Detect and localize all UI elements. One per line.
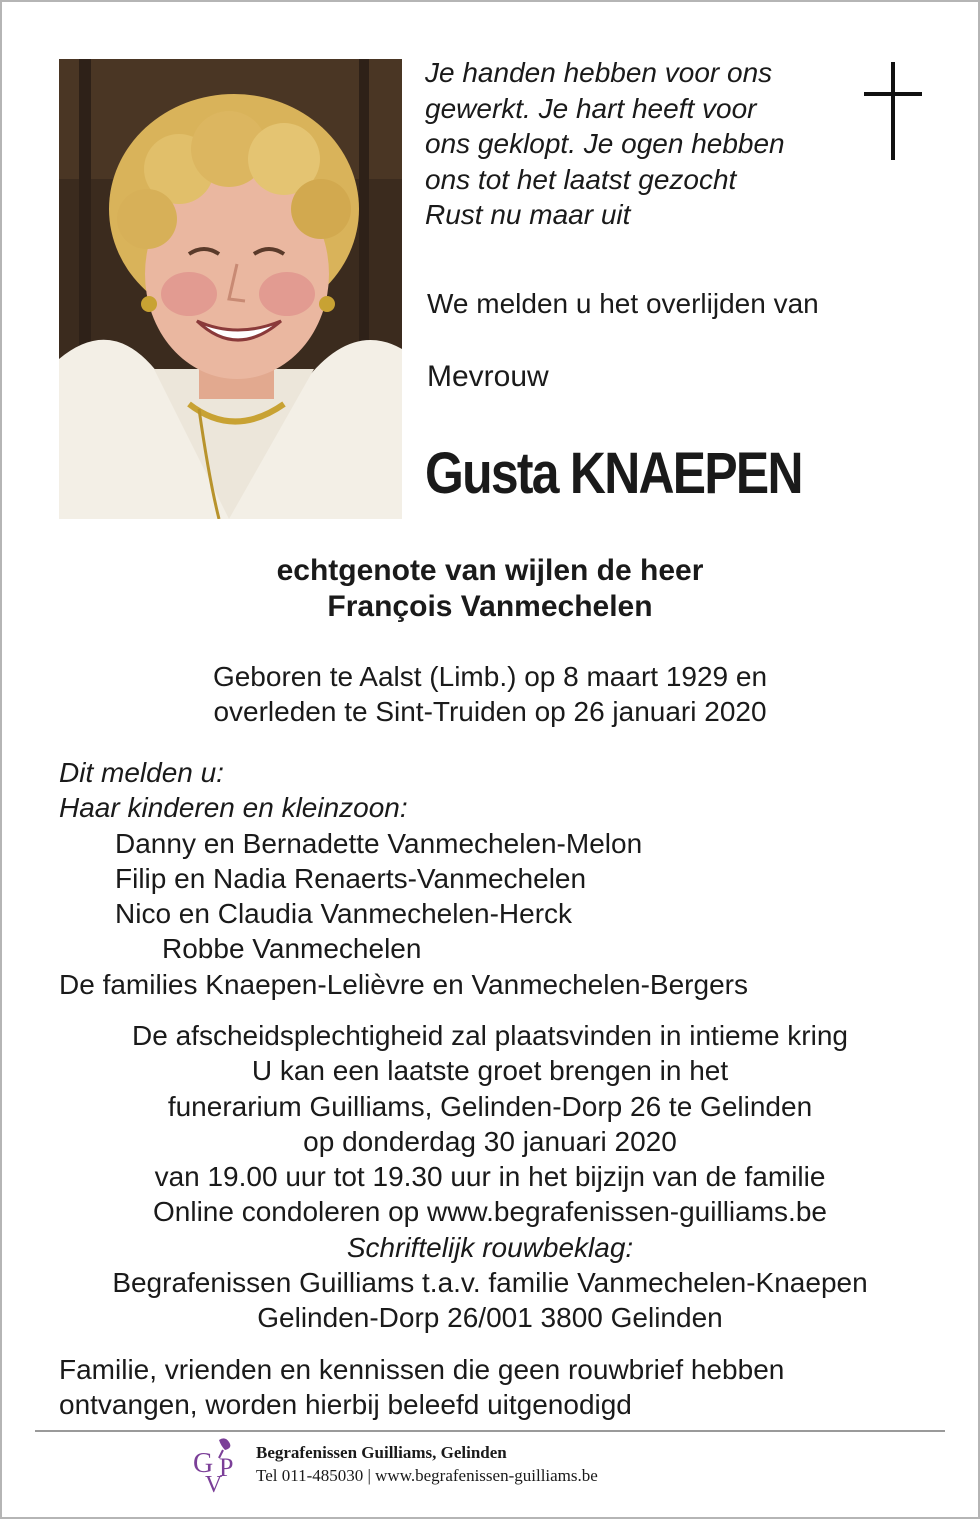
svg-text:G: G	[193, 1448, 214, 1479]
memorial-poem: Je handen hebben voor ons gewerkt. Je hart heeft voor ons geklopt. Je ogen hebben ons tot het laatst gezocht Rust nu maar uit	[425, 57, 785, 230]
online-condolence: Online condoleren op www.begrafenissen-guilliams.be	[153, 1196, 827, 1228]
family-member: Danny en Bernadette Vanmechelen-Melon	[115, 827, 643, 859]
closing-line: Familie, vrienden en kennissen die geen rouwbrief hebben	[59, 1354, 785, 1385]
deceased-name: Gusta KNAEPEN	[425, 441, 802, 506]
svg-text:P: P	[219, 1453, 234, 1482]
announcement-text: We melden u het overlijden van	[427, 288, 819, 319]
svg-text:V: V	[205, 1472, 223, 1494]
ceremony-line: funerarium Guilliams, Gelinden-Dorp 26 te Gelinden	[167, 1090, 813, 1122]
funeral-home-name: Begrafenissen Guilliams, Gelinden	[256, 1443, 507, 1462]
children-heading: Haar kinderen en kleinzoon:	[59, 792, 408, 824]
life-dates	[0, 659, 980, 729]
family-intro: Dit melden u:	[59, 757, 224, 788]
closing-line: ontvangen, worden hierbij beleefd uitgenodigd	[59, 1389, 632, 1421]
ceremony-line: U kan een laatste groet brengen in het	[251, 1055, 729, 1087]
ceremony-line: De afscheidsplechtigheid zal plaatsvinden in intieme kring	[132, 1020, 848, 1051]
spouse-name: François Vanmechelen	[327, 590, 653, 623]
honorific: Mevrouw	[427, 360, 549, 393]
spouse-line: echtgenote van wijlen de heer	[276, 554, 704, 587]
address-line: Gelinden-Dorp 26/001 3800 Gelinden	[257, 1302, 723, 1334]
condolence-heading: Schriftelijk rouwbeklag:	[346, 1231, 634, 1263]
family-member: Filip en Nadia Renaerts-Vanmechelen	[115, 862, 587, 894]
ceremony-date: op donderdag 30 januari 2020	[303, 1125, 677, 1157]
families-line: De families Knaepen-Lelièvre en Vanmechelen-Bergers	[59, 968, 748, 1000]
portrait-photo	[59, 59, 402, 519]
cross-icon	[864, 62, 922, 160]
ceremony-time: van 19.00 uur tot 19.30 uur in het bijzijn van de familie	[154, 1161, 826, 1193]
death-line: overleden te Sint-Truiden op 26 januari 2020	[213, 696, 767, 727]
family-member: Nico en Claudia Vanmechelen-Herck	[115, 898, 573, 930]
family-list	[59, 755, 748, 1002]
address-line: Begrafenissen Guilliams t.a.v. familie Vanmechelen-Knaepen	[112, 1267, 868, 1299]
ceremony-info	[0, 1018, 980, 1336]
funeral-home-logo-icon	[189, 1436, 245, 1494]
grandson: Robbe Vanmechelen	[162, 933, 422, 965]
portrait-illustration	[59, 59, 402, 519]
birth-line: Geboren te Aalst (Limb.) op 8 maart 1929 en	[212, 661, 768, 692]
footer-divider	[35, 1430, 945, 1432]
spouse-block	[0, 553, 980, 625]
closing-invitation	[59, 1352, 784, 1423]
funeral-home-contact: Tel 011-485030 | www.begrafenissen-guilliams.be	[256, 1466, 598, 1485]
